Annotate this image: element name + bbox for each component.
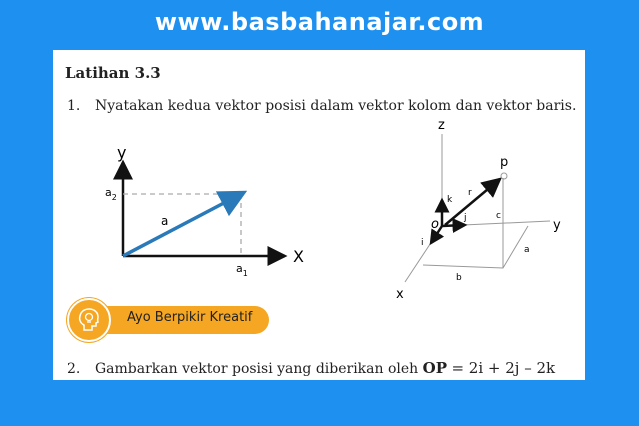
unit-j: [442, 225, 465, 226]
question-1-number: 1.: [67, 98, 81, 114]
k-label: k: [447, 195, 453, 205]
question-2-op: OP: [422, 359, 448, 377]
site-title: www.basbahanajar.com: [154, 8, 485, 36]
j-label: j: [464, 213, 467, 223]
b-label: b: [456, 273, 462, 283]
p-label: p: [500, 155, 509, 170]
question-2-equation: = 2i + 2j – 2k: [451, 359, 556, 377]
question-1-text: Nyatakan kedua vektor posisi dalam vektor kolom dan vektor baris.: [95, 98, 577, 114]
badge-pill: [89, 306, 269, 334]
lightbulb-head-icon: [67, 298, 111, 342]
r-label: r: [468, 188, 472, 198]
vector-r: [445, 179, 500, 225]
diagram-2d: [105, 143, 304, 278]
vector-a-label: a: [161, 214, 169, 228]
ayo-berpikir-kreatif-badge: [67, 298, 272, 342]
c-label: c: [496, 211, 501, 221]
y-label: y: [117, 143, 127, 162]
a1-label: $a_1$: [236, 262, 248, 278]
a-label: a: [524, 245, 530, 255]
badge-label: Ayo Berpikir Kreatif: [127, 310, 253, 325]
i-label: i: [421, 238, 424, 248]
x-label-3d: x: [396, 287, 404, 302]
question-2: [67, 359, 555, 377]
a2-label: $a_2$: [105, 186, 117, 202]
x-label: X: [293, 247, 304, 266]
diagram-3d: [396, 118, 561, 302]
question-2-number: 2.: [67, 361, 81, 377]
y-label-3d: y: [553, 218, 561, 233]
o-label: o: [431, 217, 439, 232]
point-p: [501, 173, 507, 179]
question-2-text: Gambarkan vektor posisi yang diberikan oleh: [95, 361, 419, 377]
section-title: Latihan 3.3: [65, 64, 161, 82]
vector-a: [123, 194, 241, 256]
exercise-page: [53, 50, 585, 380]
z-label: z: [438, 118, 445, 133]
